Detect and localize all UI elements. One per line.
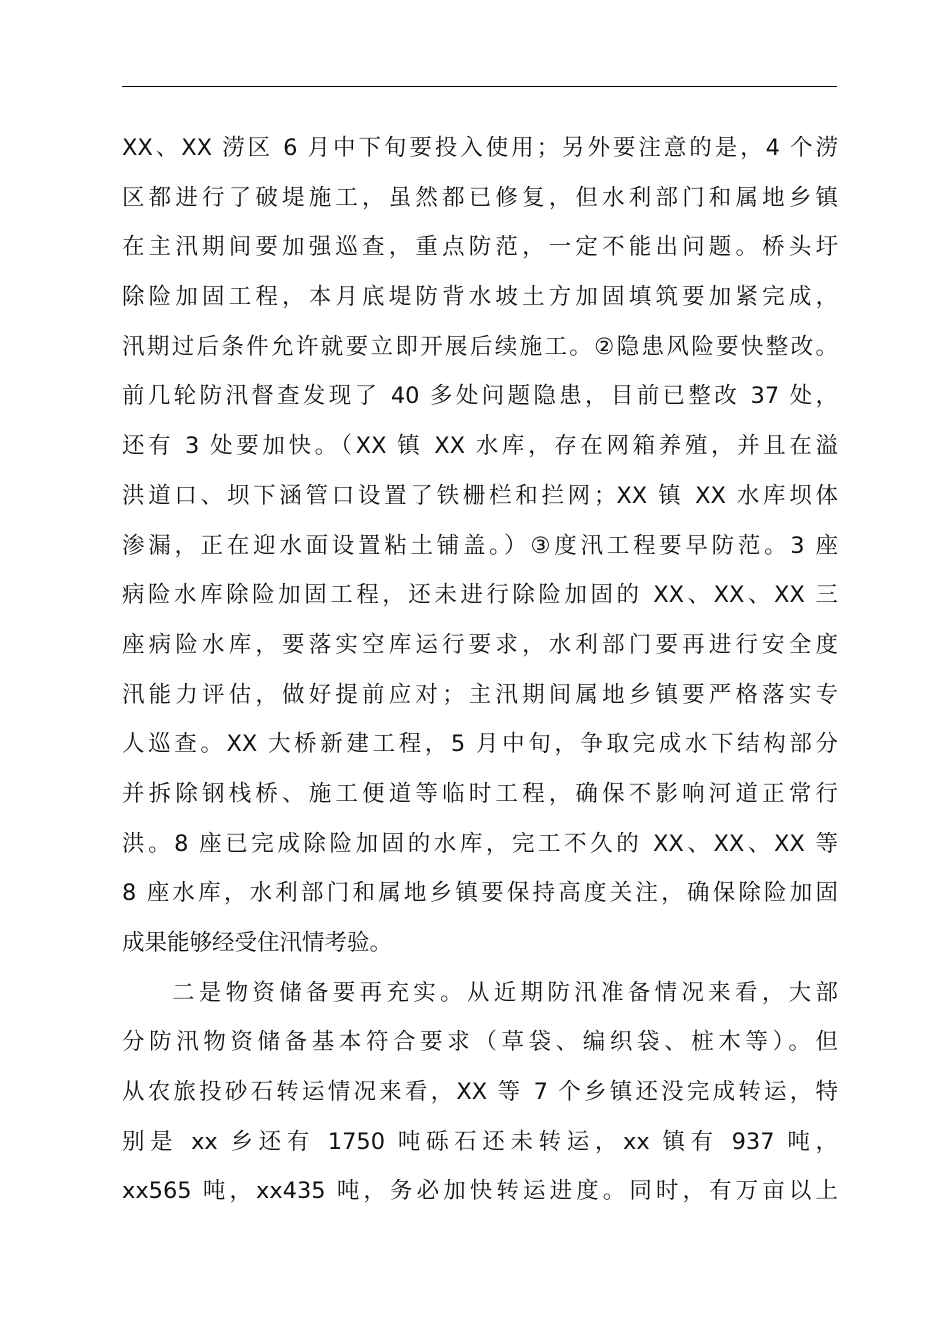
text-line: 前几轮防汛督查发现了 40 多处问题隐患，目前已整改 37 处， xyxy=(122,383,838,410)
text-line: xx565 吨，xx435 吨，务必加快转运进度。同时，有万亩以上 xyxy=(122,1178,838,1205)
text-line: 在主汛期间要加强巡查，重点防范，一定不能出问题。桥头圩 xyxy=(122,234,838,261)
text-line: 洪道口、坝下涵管口设置了铁栅栏和拦网；XX 镇 XX 水库坝体 xyxy=(122,482,838,509)
text-line: 并拆除钢栈桥、施工便道等临时工程，确保不影响河道正常行 xyxy=(122,780,838,807)
text-line: 还有 3 处要加快。（XX 镇 XX 水库，存在网箱养殖，并且在溢 xyxy=(122,433,838,460)
paragraph-start-line: 二是物资储备要再充实。从近期防汛准备情况来看，大部 xyxy=(172,979,838,1006)
text-line: 洪。8 座已完成除险加固的水库，完工不久的 XX、XX、XX 等 xyxy=(122,830,838,857)
header-rule xyxy=(122,86,837,87)
text-line: 从农旅投砂石转运情况来看，XX 等 7 个乡镇还没完成转运，特 xyxy=(122,1079,838,1106)
text-line: 分防汛物资储备基本符合要求（草袋、编织袋、桩木等）。但 xyxy=(122,1029,838,1056)
text-line: 别是 xx 乡还有 1750 吨砾石还未转运，xx 镇有 937 吨， xyxy=(122,1128,838,1155)
text-line: 渗漏，正在迎水面设置粘土铺盖。）③度汛工程要早防范。3 座 xyxy=(122,532,838,559)
text-line: 人巡查。XX 大桥新建工程，5 月中旬，争取完成水下结构部分 xyxy=(122,731,838,758)
text-line: 汛期过后条件允许就要立即开展后续施工。②隐患风险要快整改。 xyxy=(122,333,838,360)
text-line: 成果能够经受住汛情考验。 xyxy=(122,930,393,956)
text-line: 汛能力评估，做好提前应对；主汛期间属地乡镇要严格落实专 xyxy=(122,681,838,708)
body-text xyxy=(122,124,838,1217)
text-line: 8 座水库，水利部门和属地乡镇要保持高度关注，确保除险加固 xyxy=(122,880,838,907)
text-line: 病险水库除险加固工程，还未进行除险加固的 XX、XX、XX 三 xyxy=(122,582,838,609)
text-line: XX、XX 涝区 6 月中下旬要投入使用；另外要注意的是，4 个涝 xyxy=(122,135,838,161)
text-line: 区都进行了破堤施工，虽然都已修复，但水利部门和属地乡镇 xyxy=(122,184,838,211)
text-line: 除险加固工程，本月底堤防背水坡土方加固填筑要加紧完成， xyxy=(122,284,838,311)
text-line: 座病险水库，要落实空库运行要求，水利部门要再进行安全度 xyxy=(122,631,838,658)
